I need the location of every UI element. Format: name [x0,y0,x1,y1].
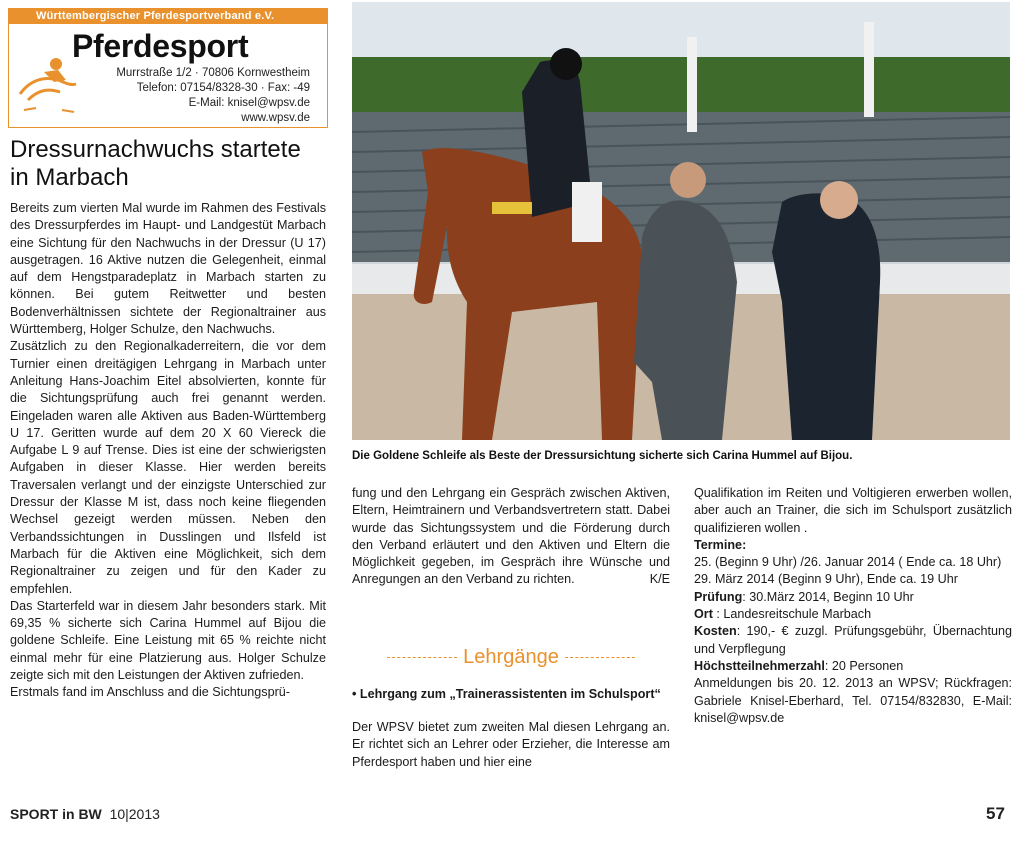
photo-caption: Die Goldene Schleife als Beste der Dressursichtung sicherte sich Carina Hummel auf Bijou. [352,450,853,462]
kosten-value: : 190,- € zuzgl. Prüfungsgebühr, Übernachtung und Verpflegung [694,624,1012,656]
termine-label-row: Termine: [694,537,747,552]
header-phone: Telefon: 07154/8328-30 · Fax: -49 [136,82,310,94]
ort-value: : Landesreitschule Marbach [712,607,872,622]
course-intro-cont: Qualifikation im Reiten und Voltigieren erwerben wollen, aber auch an Trainer, die sich im Schulsport zusätzlich qualifizieren wollen . [694,486,1012,535]
publication-name: SPORT in BW [10,806,102,822]
section-heading [352,646,670,669]
header-address: Murrstraße 1/2 · 70806 Kornwestheim [116,67,310,79]
pruefung-row [694,589,1012,606]
header-contact [80,66,310,126]
issue-number: 10|2013 [109,806,160,822]
article-paragraph: Bereits zum vierten Mal wurde im Rahmen des Festivals des Dressurpferdes im Haupt- und Landgestüt Marbach eine Sichtung für den Nachwuchs in der Dressur (U 17) ausgetragen. 16 Aktive nutzen die Gelegenheit, einmal auf dem Hengstparadeplatz in Marbach starten zu können. Bei gutem Reitwetter und besten Bodenverhältnissen sichtete der Regionaltrainer aus Württemberg, Holger Schulze, den Nachwuchs. [10,201,326,337]
header-title: Pferdesport [72,28,249,64]
course-intro: Der WPSV bietet zum zweiten Mal diesen Lehrgang an. Er richtet sich an Lehrer oder Erzieher, die Interesse am Pferdesport haben und hier eine [352,720,670,769]
heading-rule-right [565,657,635,658]
footer-publication [10,806,160,822]
article-paragraph: Zusätzlich zu den Regionalkaderreitern, die vor dem Turnier einen dreitägigen Lehrgang in Marbach unter Anleitung Hans-Joachim Eitel absolvierten, konnte für die Sichtungsprüfung auch frei genannt werden. Eingeladen waren alle Aktiven aus Baden-Württemberg U 17. Geritten wurde auf dem 20 X 60 Viereck die Aufgabe L 9 auf Trense. Dies ist eine der schwierigsten Aufgaben in dieser Klasse. Hier werden bereits Traversalen verlangt und der einzigste Unterschied zur Dressur der Klasse M ist, dass noch keine fliegenden Wechsel gezeigt werden müssen. Neben den Verbandssichtungen in Dusslingen und Ilsfeld ist Marbach für die Aktiven eine Möglichkeit, sich dem Regionaltrainer zu zeigen und für den Kader zu empfehlen. [10,339,326,596]
header-email[interactable]: E-Mail: knisel@wpsv.de [188,97,310,109]
section-heading-text: Lehrgänge [463,646,559,668]
continuation-text: fung und den Lehrgang ein Gespräch zwischen Aktiven, Eltern, Heimtrainern und Verbandsvertretern statt. Dabei wurde das Sichtungssystem und die Förderung durch den Verband erläutert und den Aktiven und Eltern die Möglichkeit gegeben, im Gespräch ihre Wünsche und Anregungen an den Verband zu richten. [352,486,670,587]
termine-1: 25. (Beginn 9 Uhr) /26. Januar 2014 ( Ende ca. 18 Uhr) [694,555,1002,570]
header-web[interactable]: www.wpsv.de [241,112,310,124]
heading-rule-left [387,657,457,658]
article-photo [352,2,1010,440]
article-author: K/E [649,572,670,587]
page-number: 57 [986,804,1005,823]
article-paragraph: Erstmals fand im Anschluss and die Sichtungsprü- [10,685,290,700]
kosten-row [694,623,1012,658]
kosten-label: Kosten [694,624,737,639]
termine-label: Termine [694,537,743,552]
anmeldung: Anmeldungen bis 20. 12. 2013 an WPSV; Rückfragen: Gabriele Knisel-Eberhard, Tel. 07154/832830, E-Mail: knisel@wpsv.de [694,676,1012,725]
course-details [694,485,1012,727]
termine-2: 29. März 2014 (Beginn 9 Uhr), Ende ca. 19 Uhr [694,572,958,587]
article-paragraph: Das Starterfeld war in diesem Jahr besonders stark. Mit 69,35 % sicherte sich Carina Hummel auf Bijou die goldene Schleife. Eine Leistung mit 65 % reichte nicht einmal mehr für eine Platzierung aus. Holger Schulze zeigte sich mit den Leistungen der Aktiven zufrieden. [10,598,326,683]
header-org-band: Württembergischer Pferdesportverband e.V. [8,8,328,24]
max-value: : 20 Personen [824,658,904,673]
course-title: • Lehrgang zum „Trainerassistenten im Schulsport“ [352,687,661,701]
ort-label: Ort [694,607,713,622]
article-body [10,200,326,702]
ort-row [694,606,1012,623]
article-continuation [352,485,670,589]
max-row [694,658,1012,675]
rider-logo-icon [14,50,84,120]
max-label: Höchstteilnehmerzahl [694,658,825,673]
pruefung-value: : 30.März 2014, Beginn 10 Uhr [742,589,914,604]
article-title: Dressurnachwuchs startete in Marbach [10,136,301,191]
pruefung-label: Prüfung [694,589,743,604]
